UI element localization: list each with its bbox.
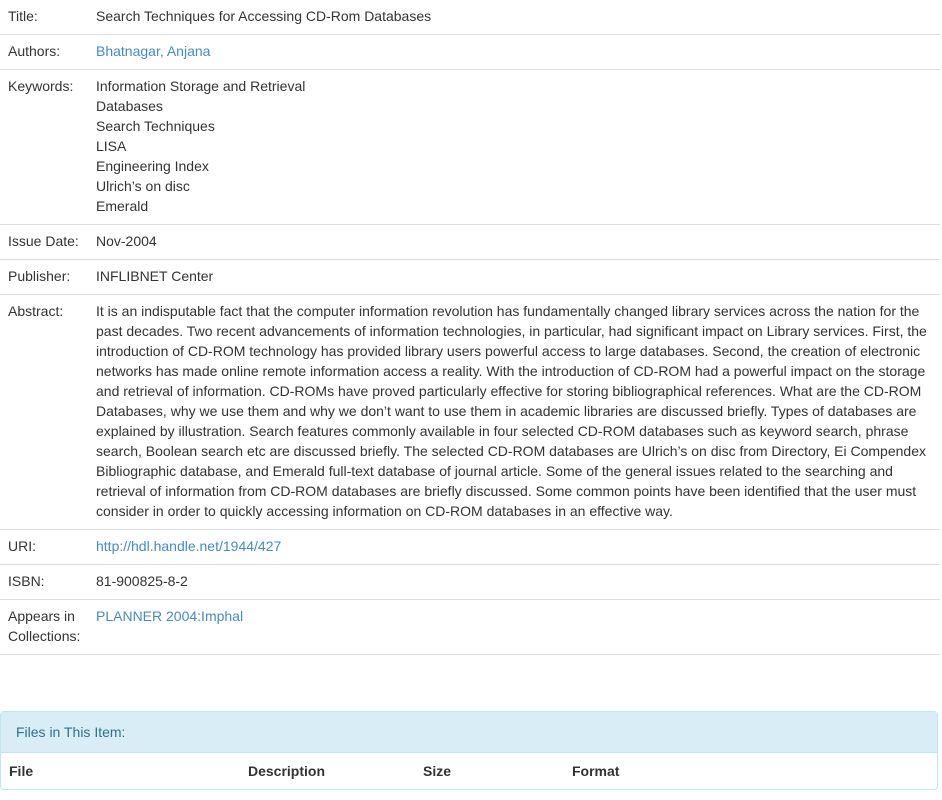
uri-row	[0, 530, 940, 565]
authors-value	[88, 35, 940, 70]
authors-row	[0, 35, 940, 70]
isbn-value: 81-900825-8-2	[88, 565, 940, 600]
author-link[interactable]: Bhatnagar, Anjana	[96, 43, 211, 59]
keyword-item: Databases	[96, 98, 163, 114]
keyword-item: Ulrich’s on disc	[96, 178, 190, 194]
issue-date-value: Nov-2004	[88, 225, 940, 260]
uri-value	[88, 530, 940, 565]
keywords-value	[88, 70, 940, 225]
files-column-file: File	[9, 763, 34, 779]
files-column-size: Size	[423, 763, 452, 779]
keyword-item: Information Storage and Retrieval	[96, 78, 306, 94]
isbn-row	[0, 565, 940, 600]
publisher-value: INFLIBNET Center	[88, 260, 940, 295]
collections-value	[88, 600, 940, 655]
isbn-label: ISBN:	[0, 565, 88, 600]
abstract-value: It is an indisputable fact that the computer information revolution has fundamentally changed library services across the nation for the past decades. Two recent advancements of information technologies, in particular, had significant impact on Library services. First, the introduction of CD-ROM technology has provided library users powerful access to large databases. Second, the creation of electronic networks has made online remote information access a reality. With the introduction of CD-ROM had a powerful impact on the storage and retrieval of information. CD-ROMs have proved particularly effective for storing bibliographical references. What are the CD-ROM Databases, why we use them and why we don’t want to use them in academic libraries are discussed briefly. Types of databases are explained by illustration. Search features commonly available in four selected CD-ROM databases such as keyword search, phrase search, Boolean search etc are discussed briefly. The selected CD-ROM databases are Ulrich’s on disc from Directory, Ei Compendex Bibliographic database, and Emerald full-text database of journal article. Some of the general issues related to the searching and retrieval of information from CD-ROM databases are briefly discussed. Some common points have been identified that the user must consider in order to quickly accessing information on CD-ROM databases in an effective way.	[88, 295, 940, 530]
keywords-label: Keywords:	[0, 70, 88, 225]
publisher-label: Publisher:	[0, 260, 88, 295]
files-panel	[0, 711, 938, 790]
section-spacer	[0, 655, 942, 711]
uri-link[interactable]: http://hdl.handle.net/1944/427	[96, 538, 282, 554]
files-table	[1, 753, 937, 789]
collections-row	[0, 600, 940, 655]
issue-date-label: Issue Date:	[0, 225, 88, 260]
title-value: Search Techniques for Accessing CD-Rom Databases	[88, 0, 940, 35]
files-table-header-row	[1, 753, 937, 789]
keywords-row	[0, 70, 940, 225]
abstract-row	[0, 295, 940, 530]
collections-label: Appears in Collections:	[0, 600, 88, 655]
keyword-item: Search Techniques	[96, 118, 215, 134]
abstract-label: Abstract:	[0, 295, 88, 530]
files-panel-heading: Files in This Item:	[1, 712, 937, 753]
title-row	[0, 0, 940, 35]
title-label: Title:	[0, 0, 88, 35]
uri-label: URI:	[0, 530, 88, 565]
collection-link[interactable]: PLANNER 2004:Imphal	[96, 608, 244, 624]
files-column-format: Format	[572, 763, 620, 779]
keyword-item: Emerald	[96, 198, 149, 214]
keyword-item: Engineering Index	[96, 158, 209, 174]
issue-date-row	[0, 225, 940, 260]
keyword-item: LISA	[96, 138, 127, 154]
files-column-description: Description	[248, 763, 326, 779]
publisher-row	[0, 260, 940, 295]
authors-label: Authors:	[0, 35, 88, 70]
